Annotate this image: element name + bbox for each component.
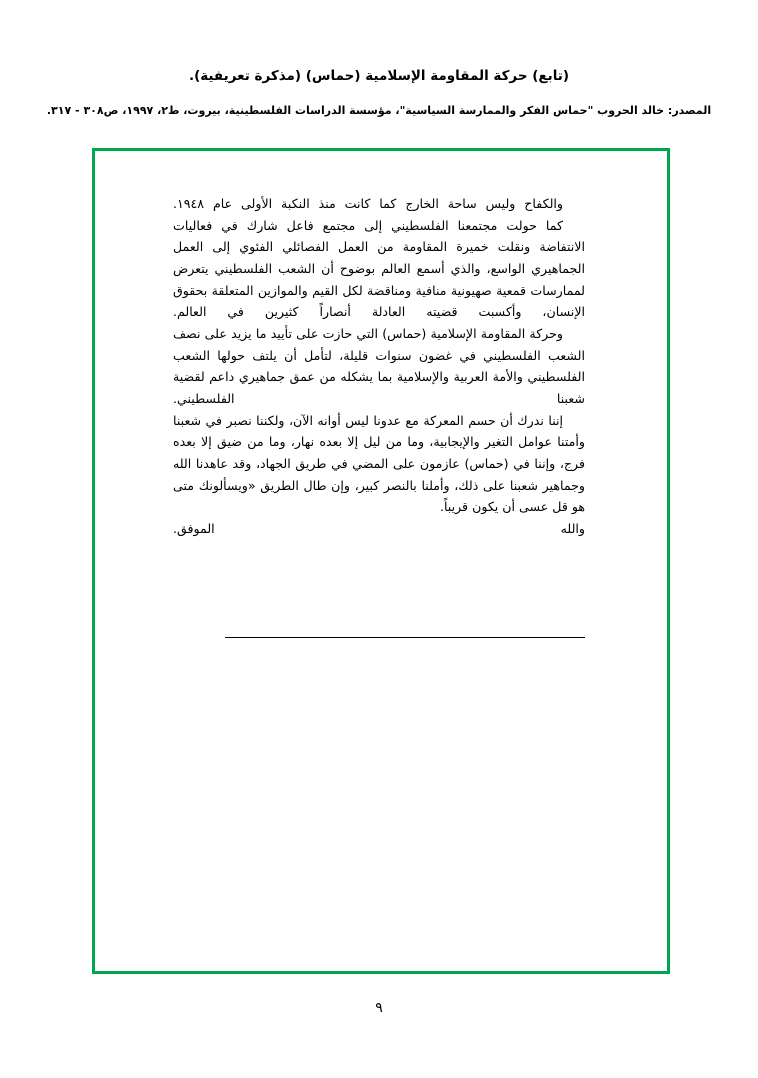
paragraph-2: كما حولت مجتمعنا الفلسطيني إلى مجتمع فاعل شارك في فعاليات الانتفاضة ونقلت خميرة المقاومة من العمل الفصائلي الفئوي إلى العمل الجماهيري الواسع، والذي أسمع العالم بوضوح أن الشعب الفلسطيني يتعرض لممارسات قمعية صهيونية منافية ومناقضة لكل القيم والموازين المتعلقة بحقوق الإنسان، وأكسبت قضيته العادلة أنصاراً كثيرين في العالم. (173, 217, 585, 320)
body-text (173, 193, 585, 540)
horizontal-rule (225, 637, 585, 638)
paragraph-3: وحركة المقاومة الإسلامية (حماس) التي حازت على تأييد ما يزيد على نصف الشعب الفلسطيني في غضون سنوات قليلة، لتأمل أن يلتف حولها الشعب الفلسطيني والأمة العربية والإسلامية بما يشكله من عمق جماهيري داعم لقضية شعبنا الفلسطيني. (173, 325, 585, 406)
page-title: (تابع) حركة المقاومة الإسلامية (حماس) (مذكرة تعريفية). (188, 68, 570, 84)
source-citation: المصدر: خالد الحروب "حماس الفكر والممارسة السياسية"، مؤسسة الدراسات الفلسطينية، بيروت، ط٢، ١٩٩٧، ص٣٠٨ - ٣١٧. (46, 104, 712, 117)
signoff-line: والله الموفق. (173, 520, 585, 536)
content-frame (92, 148, 670, 974)
paragraph-1: والكفاح وليس ساحة الخارج كما كانت منذ النكبة الأولى عام ١٩٤٨. (173, 196, 563, 211)
page-number: ٩ (375, 1000, 383, 1016)
paragraph-4: إننا ندرك أن حسم المعركة مع عدونا ليس أوانه الآن، ولكننا نصبر في شعبنا وأمتنا عوامل التغير والإيجابية، وما من ليل إلا بعده نهار، وما من ضيق إلا بعده فرج، وإننا في (حماس) عازمون على المضي في طريق الجهاد، وقد عاهدنا الله وجماهير شعبنا على ذلك، وأملنا بالنصر كبير، وإن طال الطريق «ويسألونك متى هو قل عسى أن يكون قريباً. (173, 412, 585, 515)
